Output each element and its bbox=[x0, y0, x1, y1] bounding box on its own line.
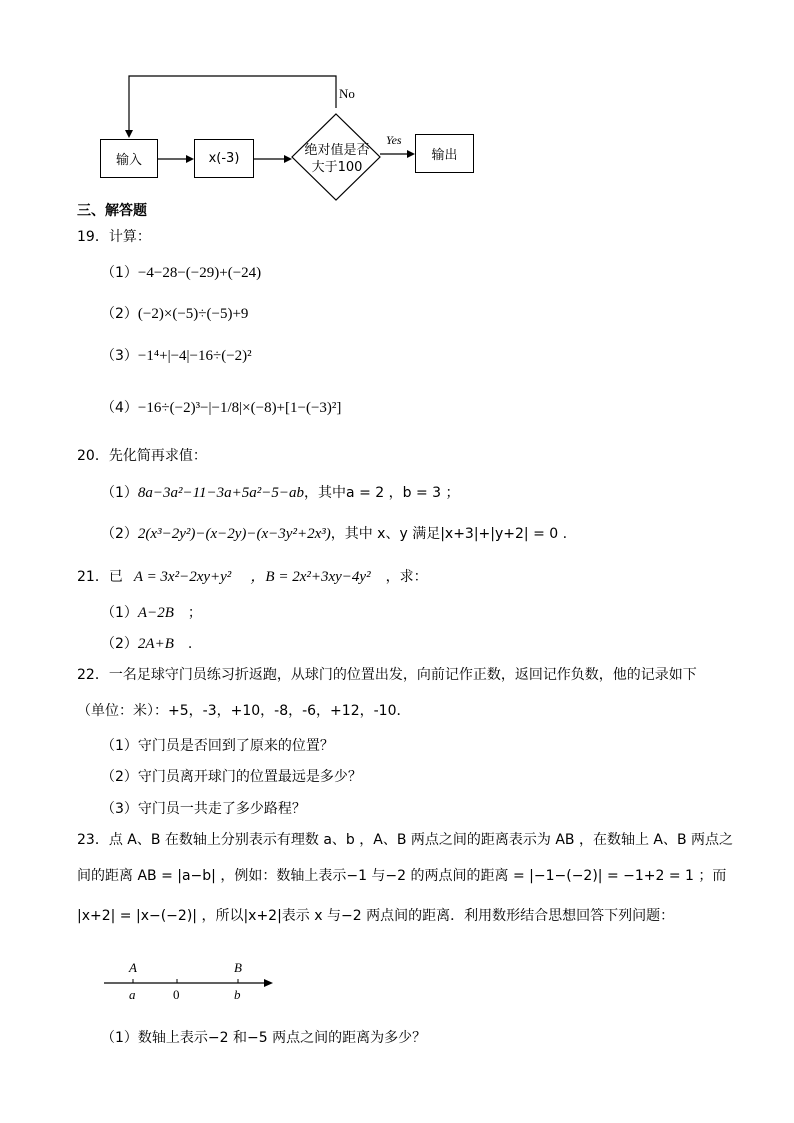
item-label: （1） bbox=[101, 485, 138, 501]
tick-a-label: a bbox=[129, 987, 136, 1002]
input-label: 输入 bbox=[115, 153, 142, 168]
q21-item-2 bbox=[101, 633, 192, 654]
q21-end-2: . bbox=[187, 636, 193, 652]
q21-expr-1: A−2B bbox=[137, 605, 174, 621]
q19-item-1 bbox=[101, 262, 261, 283]
q19-expr-2: (−2)×(−5)÷(−5)+9 bbox=[137, 306, 249, 322]
q21-expr-2: 2A+B bbox=[137, 636, 174, 652]
flowchart-lines bbox=[0, 0, 794, 220]
item-label: （1） bbox=[101, 265, 138, 281]
multiply-box bbox=[194, 139, 254, 178]
yes-label: Yes bbox=[386, 133, 402, 147]
input-box bbox=[100, 139, 158, 178]
output-box bbox=[415, 134, 474, 173]
condition-text bbox=[294, 142, 380, 176]
multiply-label: x(-3) bbox=[208, 151, 240, 166]
q21-end-1: ； bbox=[187, 605, 202, 621]
q23-line-1: 23．点 A、B 在数轴上分别表示有理数 a、b ，A、B 两点之间的距离表示为 AB ，在数轴上 A、B 两点之 bbox=[77, 832, 734, 848]
q19-expr-3: −1⁴+|−4|−16÷(−2)² bbox=[137, 348, 252, 364]
q23-line-2: 间的距离 AB = |a−b| ，例如：数轴上表示−1 与−2 的两点间的距离 = |−1−(−2)| = −1+2 = 1 ；而 bbox=[77, 868, 727, 884]
q19-item-4 bbox=[101, 397, 341, 418]
q20-title: 20．先化简再求值： bbox=[77, 448, 207, 464]
q22-line-1: 22．一名足球守门员练习折返跑，从球门的位置出发，向前记作正数，返回记作负数，他的记录如下 bbox=[77, 667, 697, 683]
section-title: 三、解答题 bbox=[77, 203, 147, 219]
q21-tail: ，求： bbox=[385, 569, 428, 585]
tick-b-label: b bbox=[234, 987, 241, 1002]
q20-expr-2: 2(x³−2y²)−(x−2y)−(x−3y²+2x³) bbox=[137, 526, 331, 542]
item-label: （4） bbox=[101, 400, 138, 416]
q21-A: A = 3x²−2xy+y² bbox=[133, 569, 232, 585]
q19-item-2 bbox=[101, 303, 248, 324]
item-label: （3） bbox=[101, 348, 138, 364]
q21-start: 21．已 bbox=[77, 569, 123, 585]
q21-item-1 bbox=[101, 602, 202, 623]
output-label: 输出 bbox=[431, 148, 458, 163]
item-label: （2） bbox=[101, 306, 138, 322]
q22-line-2: （单位：米）：+5，-3，+10，-8，-6，+12，-10． bbox=[77, 703, 411, 719]
item-label: （2） bbox=[101, 526, 138, 542]
q20-expr-1: 8a−3a²−11−3a+5a²−5−ab bbox=[137, 485, 305, 501]
tick-0-label: 0 bbox=[173, 987, 180, 1002]
q22-item-2: （2）守门员离开球门的位置最远是多少？ bbox=[101, 769, 362, 785]
condition-line-1: 绝对值是否 bbox=[304, 143, 370, 158]
point-A-label: A bbox=[129, 960, 137, 975]
q22-item-3: （3）守门员一共走了多少路程？ bbox=[101, 801, 306, 817]
q20-item-2 bbox=[101, 523, 567, 544]
q21-B: ，B = 2x²+3xy−4y² bbox=[250, 569, 371, 585]
q21-title bbox=[77, 565, 428, 587]
no-label: No bbox=[339, 86, 355, 101]
q20-cond-1: ，其中a = 2 ，b = 3 ； bbox=[304, 485, 460, 501]
condition-line-2: 大于100 bbox=[311, 160, 363, 175]
q19-expr-1: −4−28−(−29)+(−24) bbox=[137, 265, 262, 281]
q19-expr-4: −16÷(−2)³−|−1/8|×(−8)+[1−(−3)²] bbox=[137, 400, 342, 416]
item-label: （2） bbox=[101, 636, 138, 652]
item-label: （1） bbox=[101, 605, 138, 621]
q19-title: 19．计算： bbox=[77, 229, 151, 245]
q23-line-3: |x+2| = |x−(−2)| ，所以|x+2|表示 x 与−2 两点间的距离．利用数形结合思想回答下列问题： bbox=[77, 908, 675, 924]
point-B-label: B bbox=[234, 960, 242, 975]
q20-cond-2: ，其中 x、y 满足|x+3|+|y+2| = 0 . bbox=[330, 526, 568, 542]
q20-item-1 bbox=[101, 482, 460, 503]
q22-item-1: （1）守门员是否回到了原来的位置？ bbox=[101, 738, 334, 754]
q19-item-3 bbox=[101, 345, 252, 366]
q23-item-1: （1）数轴上表示−2 和−5 两点之间的距离为多少？ bbox=[101, 1030, 427, 1046]
